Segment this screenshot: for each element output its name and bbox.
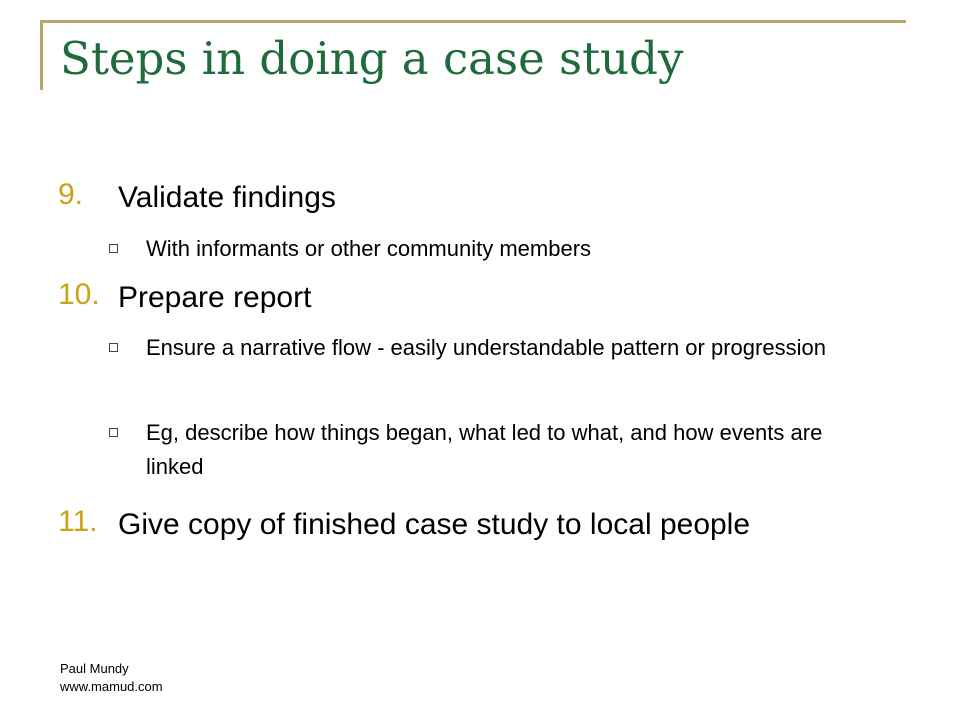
checkbox-bullet-icon	[109, 428, 118, 437]
footer-author: Paul Mundy	[60, 661, 129, 676]
item-text: Prepare report	[118, 281, 312, 314]
footer	[60, 660, 163, 696]
sub-item	[146, 331, 846, 365]
item-text: Give copy of finished case study to local people	[118, 508, 751, 541]
item-text: Validate findings	[118, 181, 336, 214]
sub-item-text: Ensure a narrative flow - easily understandable pattern or progression	[146, 335, 826, 360]
checkbox-bullet-icon	[109, 343, 118, 352]
item-number: 10.	[58, 278, 100, 311]
footer-website: www.mamud.com	[60, 679, 163, 694]
sub-item-text: With informants or other community members	[146, 236, 592, 261]
slide-frame-top	[40, 20, 906, 23]
checkbox-bullet-icon	[109, 244, 118, 253]
sub-item	[146, 232, 846, 266]
item-number: 9.	[58, 178, 84, 211]
slide-title: Steps in doing a case study	[60, 32, 684, 85]
sub-item	[146, 416, 846, 484]
slide-frame-left	[40, 20, 43, 90]
item-number: 11.	[58, 505, 98, 538]
sub-item-text: Eg, describe how things began, what led to what, and how events are linked	[146, 420, 823, 479]
